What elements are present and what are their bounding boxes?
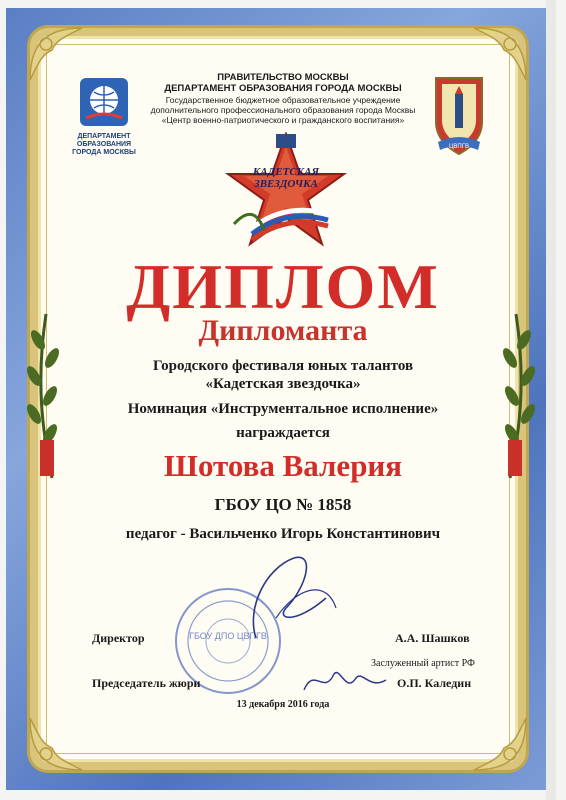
header-line-4: дополнительного профессионального образования города Москвы <box>150 105 416 115</box>
star-label-line-2: ЗВЕЗДОЧКА <box>254 178 318 190</box>
center-crest-emblem-icon <box>428 72 490 156</box>
director-label: Директор <box>92 631 145 645</box>
globe-book-logo-icon <box>78 76 130 128</box>
jury-chair-name: О.П. Каледин <box>397 676 472 690</box>
dept-logo-line-1: ДЕПАРТАМЕНТ <box>77 133 131 140</box>
award-date: 13 декабря 2016 года <box>236 699 330 710</box>
diploma-title: ДИПЛОМ <box>126 251 440 322</box>
header-line-5: «Центр военно-патриотического и гражданского воспитания» <box>161 115 405 125</box>
nomination-text: Номинация «Инструментальное исполнение» <box>127 401 439 417</box>
teacher-line: педагог - Васильченко Игорь Константинович <box>125 526 441 542</box>
star-label-line-1: КАДЕТСКАЯ <box>252 166 320 178</box>
corner-ornament-bottom-left <box>26 714 86 774</box>
director-name: А.А. Шашков <box>395 631 470 645</box>
dept-logo-line-2: ОБРАЗОВАНИЯ <box>76 141 132 148</box>
director-signature-icon <box>236 548 346 648</box>
award-text: награждается <box>236 425 330 441</box>
festival-line-1: Городского фестиваля юных талантов <box>152 358 414 374</box>
recipient-name: Шотова Валерия <box>163 448 403 483</box>
dept-logo-line-3: ГОРОДА МОСКВЫ <box>72 149 136 156</box>
header-line-1: ПРАВИТЕЛЬСТВО МОСКВЫ <box>217 72 349 83</box>
jury-chair-label: Председатель жюри <box>92 676 201 690</box>
school-name: ГБОУ ЦО № 1858 <box>214 495 352 514</box>
cadet-star-emblem-icon <box>224 132 348 248</box>
corner-ornament-bottom-right <box>470 714 530 774</box>
diploma-subtitle: Дипломанта <box>198 314 368 347</box>
honor-title: Заслуженный артист РФ <box>371 658 475 669</box>
star-label <box>248 166 324 190</box>
header-line-3: Государственное бюджетное образовательное учреждение <box>165 95 401 105</box>
festival-line-2: «Кадетская звездочка» <box>205 376 361 392</box>
header-line-2: ДЕПАРТАМЕНТ ОБРАЗОВАНИЯ ГОРОДА МОСКВЫ <box>164 83 402 94</box>
department-logo <box>72 76 136 166</box>
stamp-text: ГБОУ ДПО ЦВПГВ <box>189 631 267 641</box>
crest-ribbon-text: ЦВПГВ <box>448 144 470 150</box>
